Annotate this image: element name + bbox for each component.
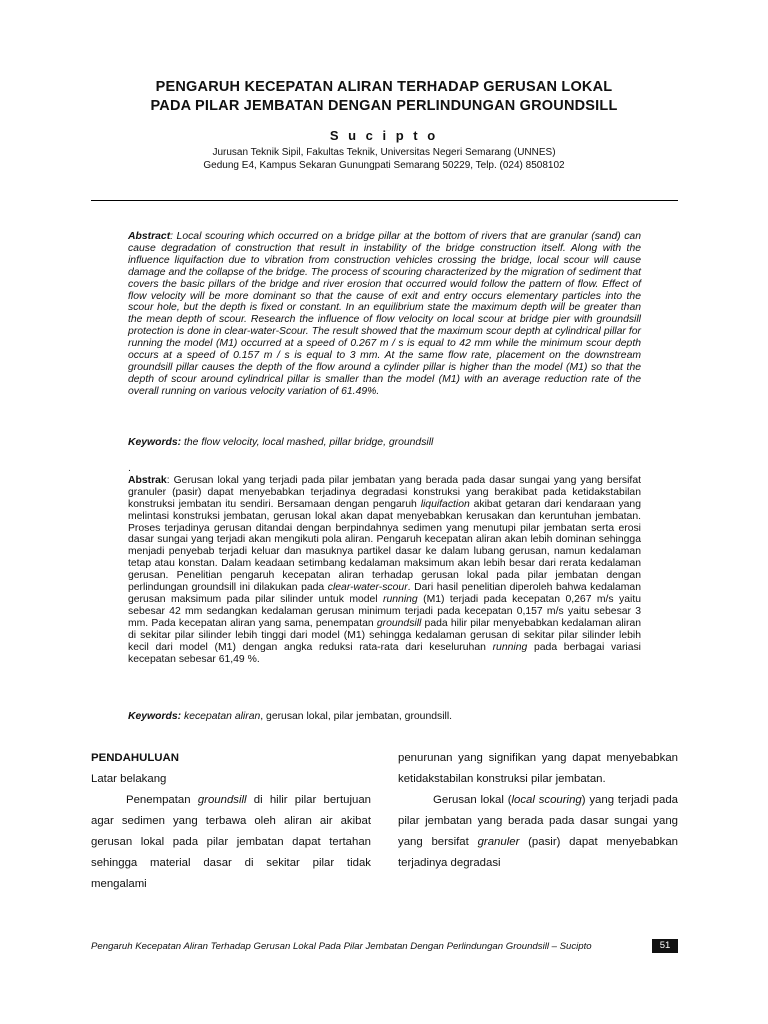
author-name: S u c i p t o — [329, 128, 439, 143]
scouring-text-2: ) yang terjadi pada pilar jembatan yang berada pada dasar sungai yang yang bersifat — [398, 794, 678, 848]
abstrak-italic-3: running — [383, 593, 418, 605]
abstrak-text-5: pada hilir pilar menyebabkan kedalaman aliran di sekitar pilar silinder lebih tinggi dari model (M1) sehingga kedalaman gerusan di sekitar pilar silinder lebih kecil dari model (M1) dengan angka reduksi rata-rata dari keseluruhan — [128, 617, 641, 653]
continued-paragraph: penurunan yang signifikan yang dapat menyebabkan ketidakstabilan konstruksi pilar jembatan. — [398, 752, 678, 785]
intro-text-1: Penempatan — [126, 794, 198, 806]
abstrak-text-2: akibat getaran dari kendaraan yang melintasi konstruksi jembatan, gerusan lokal akan dapat menyebabkan kerusakan dan keruntuhan jembatan. Proses terjadinya gerusan ditandai dengan berpindahnya sedimen yang menutupi pilar jembatan serta erosi dasar sungai yang terjadi akan mengikuti pola aliran. Pengaruh kecepatan aliran akan lebih dominan sehingga menjadi penyebab terjadi keluar dan masuknya partikel dasar ke dalam lubang gerusan, namun kedalaman tetap atau konstan. Dalam keadaan setimbang kedalaman maksimum akan lebih besar dari rerata kedalaman gerusan. Penelitian pengaruh kecepatan aliran terhadap gerusan lokal pada pilar jembatan dengan perlindungan groundsill ini dilakukan pada — [128, 498, 641, 594]
intro-text-2: di hilir pilar bertujuan agar sedimen yang terbawa oleh aliran air akibat gerusan lokal pada pilar jembatan dapat tertahan sehingga material dasar di sekitar pilar tidak mengalami — [91, 794, 371, 890]
keywords-id-italic: kecepatan aliran — [181, 711, 261, 722]
abstrak-text-6: pada berbagai variasi kecepatan sebesar 61,49 %. — [128, 641, 641, 665]
page-number: 51 — [652, 939, 678, 953]
abstrak-text-3: . Dari hasil penelitian diperoleh bahwa kedalaman gerusan maksimum pada pilar silinder untuk model — [128, 582, 641, 605]
header-divider — [91, 200, 678, 201]
abstract-indonesian — [128, 463, 641, 665]
abstrak-italic-5: running — [492, 641, 528, 653]
affiliation-line-1: Jurusan Teknik Sipil, Fakultas Teknik, Universitas Negeri Semarang (UNNES) — [212, 147, 556, 158]
affiliation — [60, 146, 708, 172]
keywords-indonesian — [128, 711, 641, 723]
affiliation-line-2: Gedung E4, Kampus Sekaran Gunungpati Semarang 50229, Telp. (024) 8508102 — [203, 160, 565, 171]
running-footer: Pengaruh Kecepatan Aliran Terhadap Gerusan Lokal Pada Pilar Jembatan Dengan Perlindungan Groundsill – Sucipto — [91, 941, 592, 952]
keywords-label: Keywords: — [128, 437, 182, 448]
intro-italic: groundsill — [197, 794, 247, 806]
abstrak-text-1: : Gerusan lokal yang terjadi pada pilar jembatan yang berada pada dasar sungai yang yang bersifat granuler (pasir) dapat menyebabkan terjadinya degradasi konstruksi yang berakibat pada ketidakstabilan konstruksi jembatan itu sendiri. Bersamaan dengan pengaruh — [128, 474, 641, 510]
body-column-right — [398, 748, 678, 874]
abstract-text: : Local scouring which occurred on a bridge pillar at the bottom of rivers that are granular (sand) can cause degradation of construction that result in instability of the bridge construction itself. Along with the influence liquifaction due to vibration from construction vehicles crossing the bridge, local scour will cause damage and the collapse of the bridge. The process of scouring characterized by the migration of sediment that covers the basic pillars of the bridge and river erosion that occurred would follow the pattern of flow. Effect of flow velocity will be more dominant so that the cause of exit and entry occurs elementary particles into the scour hole, but the depth is fixed or constant. In an equilibrium state the maximum depth will be greater than the mean depth of scour. Research the influence of flow velocity on local scour at bridge pier with groundsill protection is done in clear-water-Scour. The result showed that the maximum scour depth at cylindrical pillar for running the model (M1) occurred at a speed of 0.267 m / s is equal to 42 mm while the minimum scour depth occurs at a speed of 0.157 m / s is equal to 3 mm. At the same flow rate, placement on the downstream groundsill pillar causes the depth of the flow around a cylinder pillar is higher than the model (M1) so that the depth of scour around cylindrical pillar is smaller than the model (M1) with an average reduction rate of the overall running on various velocity variation of 61.49%. — [128, 231, 641, 397]
body-column-left — [91, 748, 371, 895]
title-line-2: PADA PILAR JEMBATAN DENGAN PERLINDUNGAN GROUNDSILL — [150, 98, 618, 114]
intro-paragraph — [91, 790, 371, 895]
stray-dot: . — [128, 463, 131, 474]
keywords-english — [128, 437, 641, 449]
abstrak-italic-4: groundsill — [376, 617, 422, 629]
scouring-italic-2: granuler — [477, 836, 520, 848]
subsection-heading: Latar belakang — [91, 773, 167, 785]
abstrak-italic-2: clear-water-scour — [327, 582, 408, 594]
keywords-id-label: Keywords: — [128, 711, 182, 722]
abstrak-label: Abstrak — [128, 474, 167, 486]
section-heading: PENDAHULUAN — [91, 752, 179, 764]
scouring-text-1: Gerusan lokal ( — [433, 794, 512, 806]
paper-title — [60, 78, 708, 116]
scouring-text-3: (pasir) dapat menyebabkan terjadinya degradasi — [398, 836, 678, 869]
keywords-id-text: , gerusan lokal, pilar jembatan, groundsill. — [260, 711, 453, 722]
scouring-italic-1: local scouring — [511, 794, 582, 806]
keywords-text: the flow velocity, local mashed, pillar bridge, groundsill — [181, 437, 434, 448]
abstrak-italic-1: liquifaction — [420, 498, 470, 510]
title-line-1: PENGARUH KECEPATAN ALIRAN TERHADAP GERUSAN LOKAL — [155, 79, 613, 95]
scouring-paragraph — [398, 790, 678, 874]
abstract-label: Abstract — [128, 231, 171, 242]
abstract-english — [128, 231, 641, 398]
abstrak-text-4: (M1) terjadi pada kecepatan 0,267 m/s yaitu sebesar 42 mm sedangkan kedalaman gerusan minimum terjadi pada kecepatan 0,157 m/s yaitu sebesar 3 mm. Pada kecepatan aliran yang sama, penempatan — [128, 593, 641, 629]
